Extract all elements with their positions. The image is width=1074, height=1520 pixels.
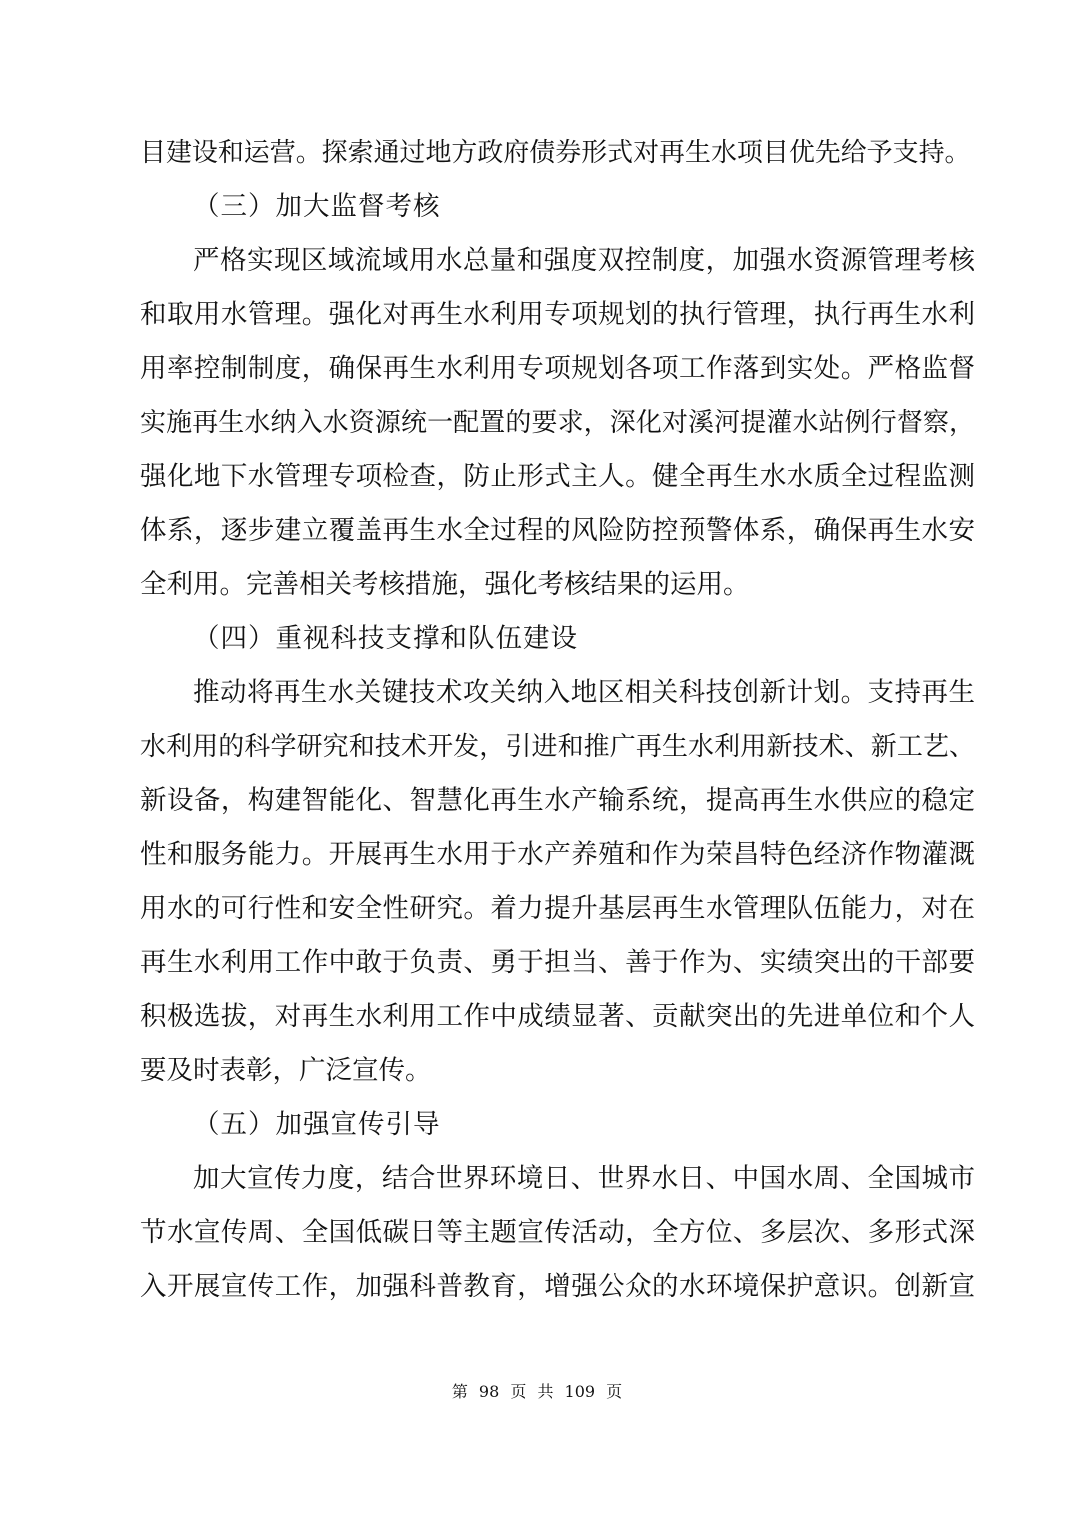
text-line: 用水的可行性和安全性研究。着力提升基层再生水管理队伍能力，对在 [140, 893, 975, 924]
text-line: 严格实现区域流域用水总量和强度双控制度，加强水资源管理考核 [193, 245, 975, 276]
text-line: 再生水利用工作中敢于负责、勇于担当、善于作为、实绩突出的干部要 [140, 947, 975, 978]
body-text [140, 126, 975, 1314]
text-line: 体系，逐步建立覆盖再生水全过程的风险防控预警体系，确保再生水安 [140, 515, 975, 546]
text-line: 目建设和运营。探索通过地方政府债券形式对再生水项目优先给予支持。 [140, 138, 971, 168]
text-line: 节水宣传周、全国低碳日等主题宣传活动，全方位、多层次、多形式深 [140, 1217, 975, 1248]
page-number-footer: 第 98 页 共 109 页 [451, 1382, 623, 1401]
text-line: 推动将再生水关键技术攻关纳入地区相关科技创新计划。支持再生 [193, 677, 975, 708]
section-heading: （五）加强宣传引导 [193, 1109, 441, 1140]
text-line: 和取用水管理。强化对再生水利用专项规划的执行管理，执行再生水利 [140, 299, 975, 330]
text-line: 要及时表彰，广泛宣传。 [140, 1055, 432, 1086]
text-line: 性和服务能力。开展再生水用于水产养殖和作为荣昌特色经济作物灌溉 [140, 839, 975, 870]
section-heading: （三）加大监督考核 [193, 191, 441, 222]
text-line: 实施再生水纳入水资源统一配置的要求，深化对溪河提灌水站例行督察， [140, 408, 975, 438]
text-line: 加大宣传力度，结合世界环境日、世界水日、中国水周、全国城市 [193, 1163, 975, 1194]
text-line: 积极选拔，对再生水利用工作中成绩显著、贡献突出的先进单位和个人 [140, 1001, 975, 1032]
text-line: 新设备，构建智能化、智慧化再生水产输系统，提高再生水供应的稳定 [140, 785, 975, 816]
text-line: 水利用的科学研究和技术开发，引进和推广再生水利用新技术、新工艺、 [140, 732, 975, 762]
text-line: 强化地下水管理专项检查，防止形式主人。健全再生水水质全过程监测 [140, 461, 975, 492]
section-heading: （四）重视科技支撑和队伍建设 [193, 623, 578, 654]
text-line: 全利用。完善相关考核措施，强化考核结果的运用。 [140, 569, 750, 600]
text-line: 用率控制制度，确保再生水利用专项规划各项工作落到实处。严格监督 [140, 353, 975, 384]
text-line: 入开展宣传工作，加强科普教育，增强公众的水环境保护意识。创新宣 [140, 1271, 975, 1302]
